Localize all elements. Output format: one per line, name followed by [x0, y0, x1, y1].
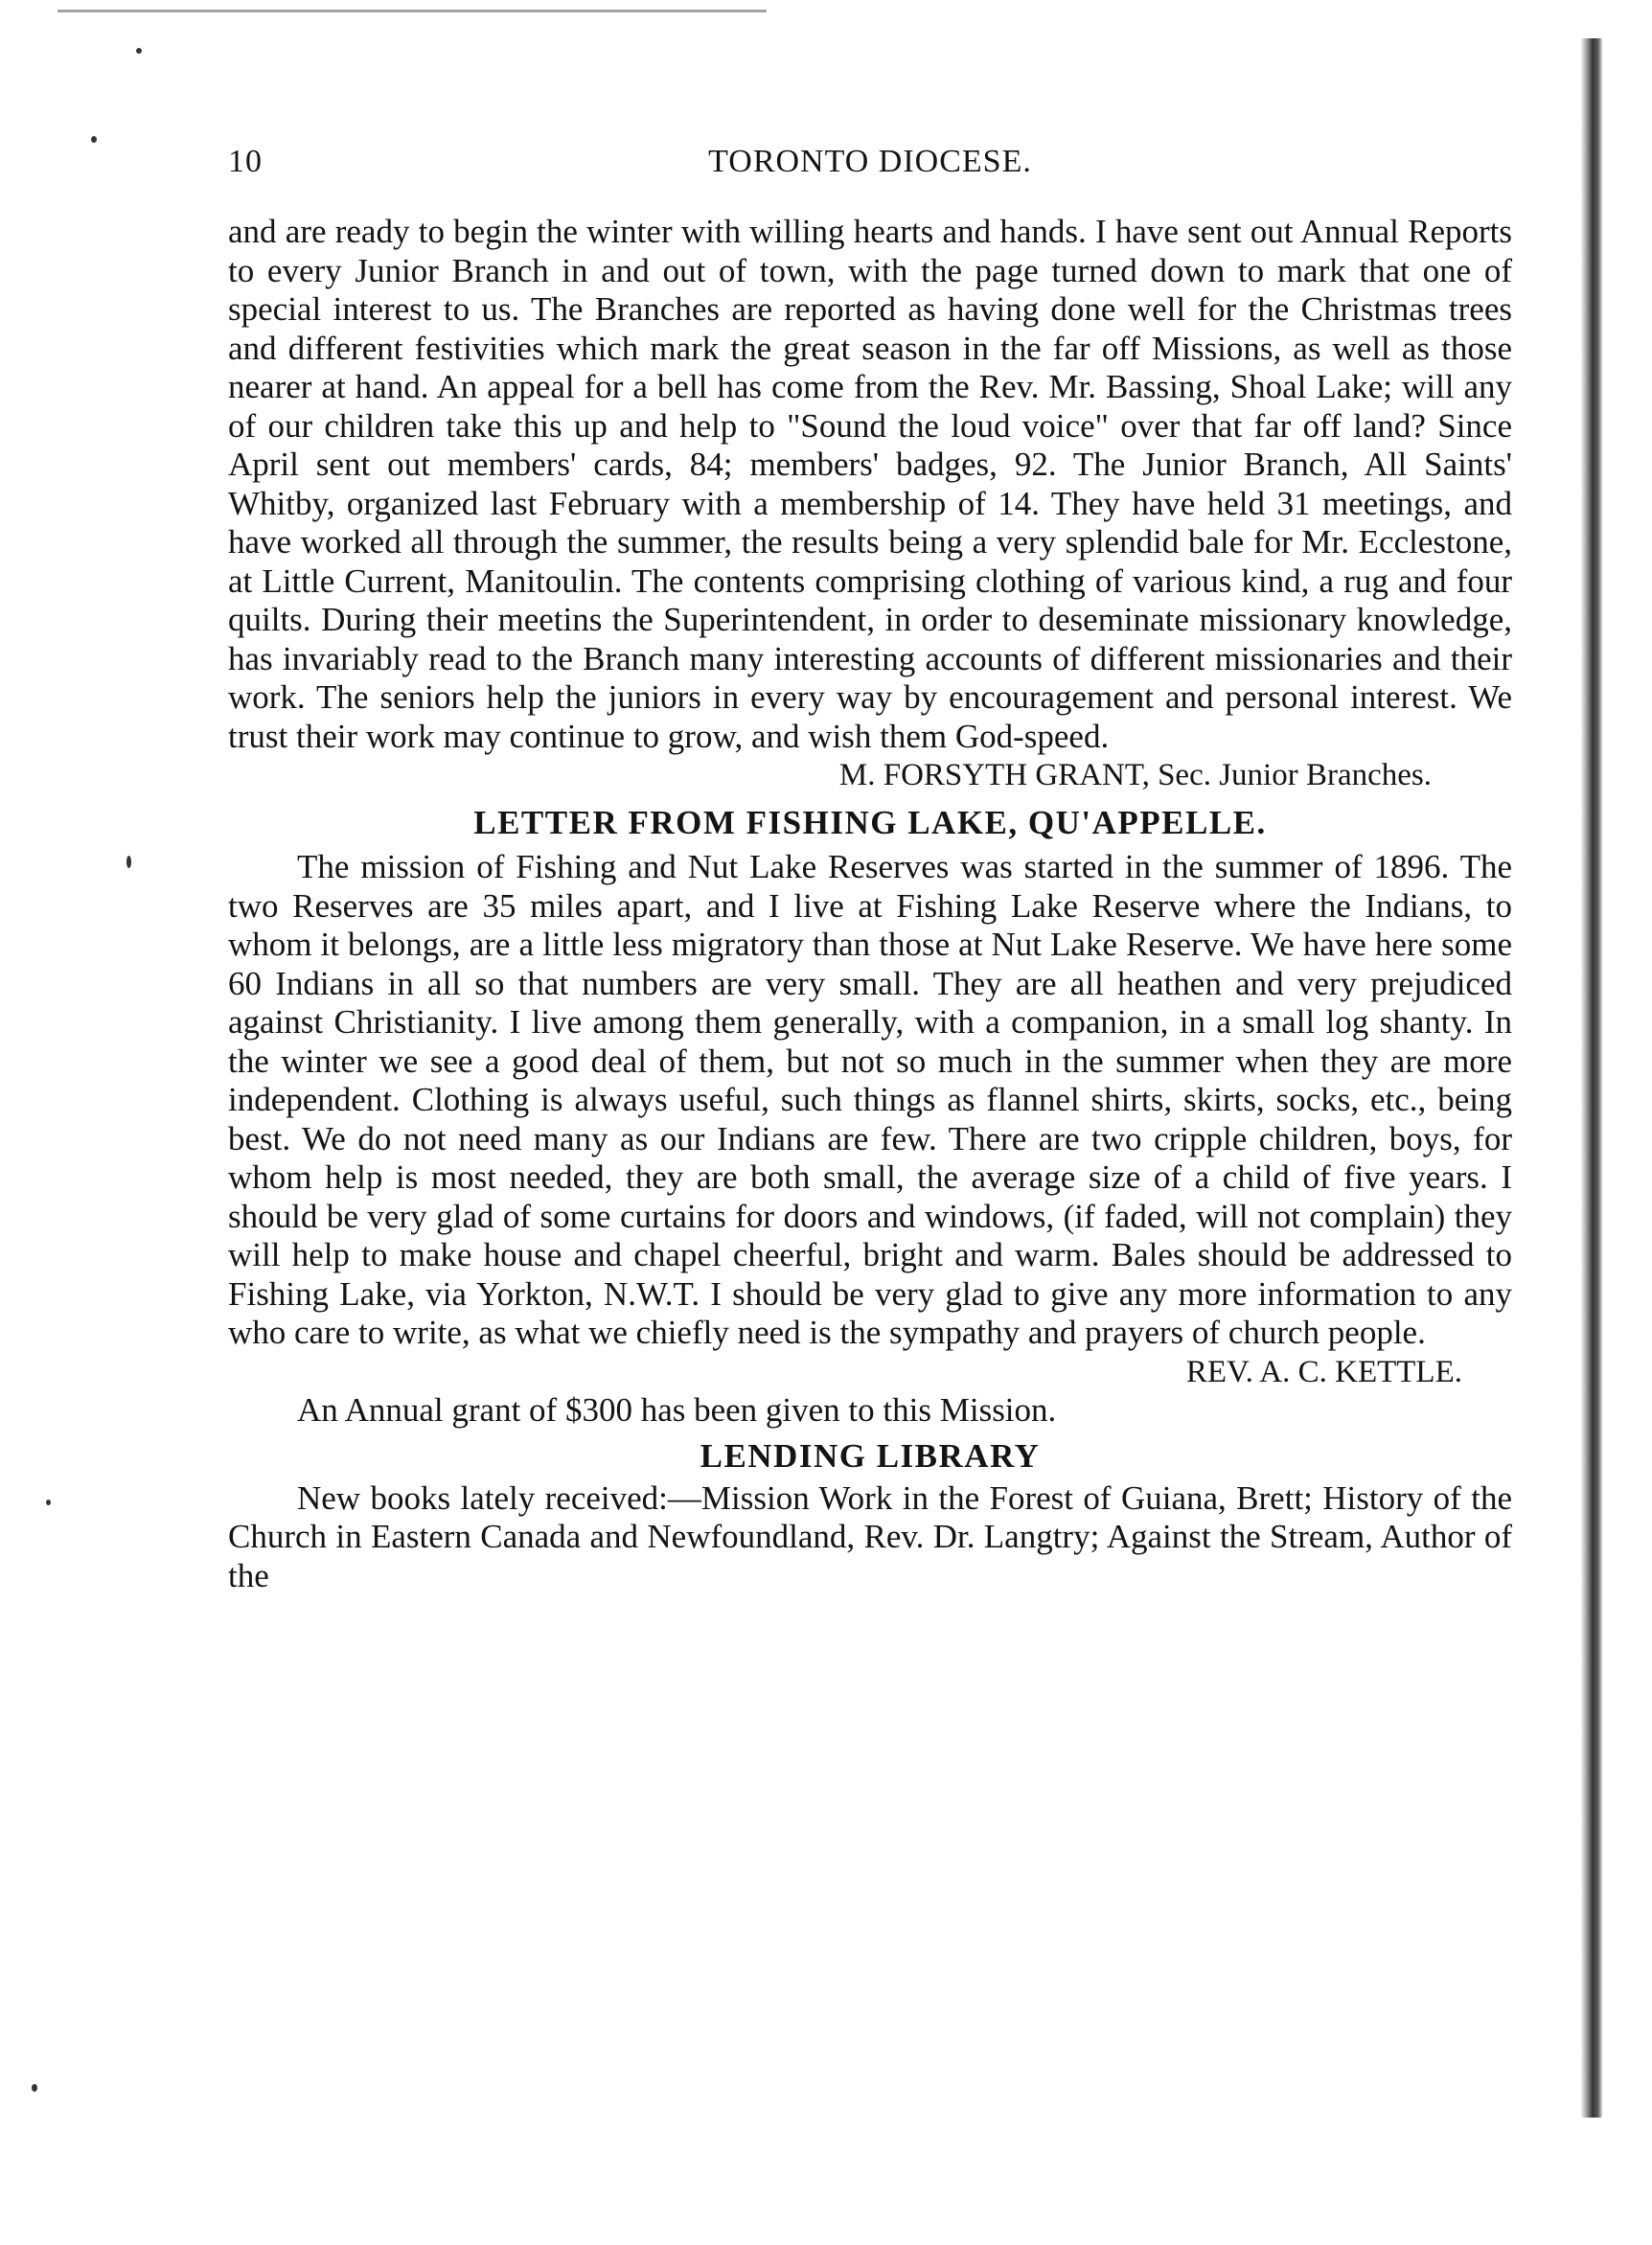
junior-branches-report: and are ready to begin the winter with willing hearts and hands. I have sent out Annual Reports to every Junior Branch in and out of town, with the page turned down to mark that one of special interest to us. The Branches are reported as having done well for the Christmas trees and different festivities which mark the great season in the far off Missions, as well as those nearer at hand. An appeal for a bell has come from the Rev. Mr. Bassing, Shoal Lake; will any of our children take this up and help to "Sound the loud voice" over that far off land? Since April sent out members' cards, 84; members' badges, 92. The Junior Branch, All Saints' Whitby, organized last February with a membership of 14. They have held 31 meetings, and have worked all through the summer, the results being a very splendid bale for Mr. Ecclestone, at Little Current, Manitoulin. The contents comprising clothing of various kind, a rug and four quilts. During their meetins the Superintendent, in order to deseminate missionary knowledge, has invariably read to the Branch many interesting accounts of different missionaries and their work. The seniors help the juniors in every way by encouragement and personal interest. We trust their work may continue to grow, and wish them God-speed.: [228, 213, 1512, 755]
running-title: TORONTO DIOCESE.: [708, 144, 1032, 179]
lending-library-heading: LENDING LIBRARY: [700, 1436, 1041, 1475]
running-head: [228, 144, 1512, 192]
lending-library-text: New books lately received:—Mission Work in the Forest of Guiana, Brett; History of the Church in Eastern Canada and Newfoundland, Rev. Dr. Langtry; Against the Stream, Author of the: [228, 1478, 1512, 1594]
scan-speck: [136, 48, 142, 54]
scan-speck: [126, 856, 131, 868]
letter-heading: LETTER FROM FISHING LAKE, QU'APPELLE.: [473, 804, 1267, 841]
scan-speck: [32, 2084, 37, 2092]
letter-signature: REV. A. C. KETTLE.: [1185, 1354, 1462, 1389]
page-number: 10: [228, 144, 263, 179]
fishing-lake-letter-text: The mission of Fishing and Nut Lake Reserves was started in the summer of 1896. The two Reserves are 35 miles apart, and I live at Fishing Lake Reserve where the Indians, to whom it belongs, are a little less migratory than those at Nut Lake Reserve. We have here some 60 Indians in all so that numbers are very small. They are all heathen and very prejudiced against Christianity. I live among them generally, with a companion, in a small log shanty. In the winter we see a good deal of them, but not so much in the summer when they are more independent. Clothing is always useful, such things as flannel shirts, skirts, socks, etc., being best. We do not need many as our Indians are few. There are two cripple children, boys, for whom help is most needed, they are both small, the average size of a child of five years. I should be very glad of some curtains for doors and windows, (if faded, will not complain) they will help to make house and chapel cheerful, bright and warm. Bales should be addressed to Fishing Lake, via Yorkton, N.W.T. I should be very glad to give any more information to any who care to write, as what we chiefly need is the sympathy and prayers of church people.: [228, 848, 1512, 1351]
scan-speck: [91, 136, 97, 143]
document-page: [228, 144, 1512, 1595]
top-scan-rule: [57, 10, 767, 12]
page-binding-edge: [1581, 38, 1602, 2118]
junior-report-signature: M. FORSYTH GRANT, Sec. Junior Branches.: [838, 758, 1432, 792]
mission-grant-note: An Annual grant of $300 has been given to this Mission.: [297, 1390, 1057, 1429]
scan-speck: [46, 1500, 51, 1505]
